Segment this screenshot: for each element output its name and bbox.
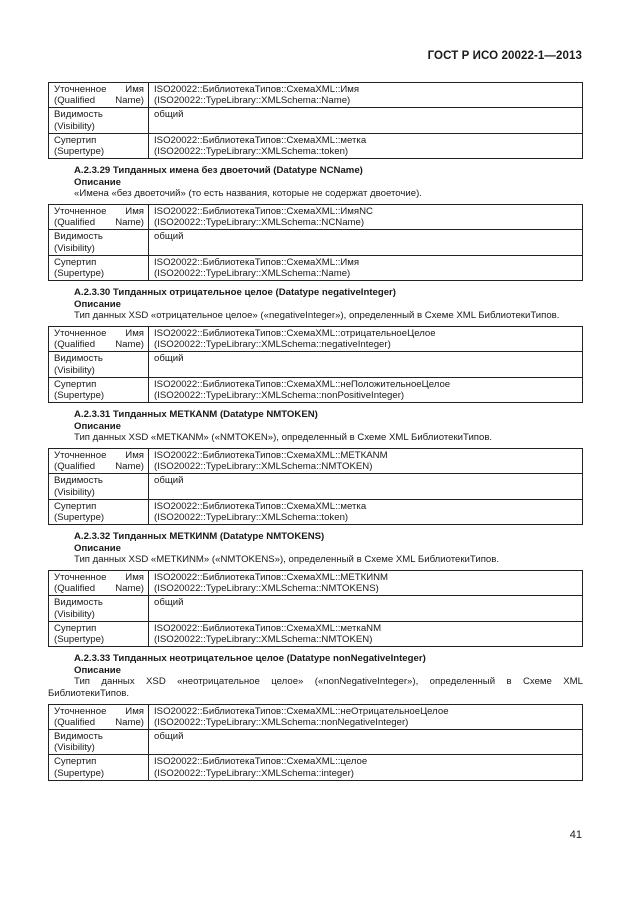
table-row [49,327,583,352]
row-value-line: (ISO20022::TypeLibrary::XMLSchema::token) [154,512,349,524]
row-value-line: общий [154,353,184,365]
row-label-line: Уточненное Имя [54,450,144,461]
row-value-cell [149,255,583,280]
table-row [49,108,583,133]
table-row [49,755,583,780]
table-row [49,230,583,255]
table-row [49,449,583,474]
row-label-line: (Qualified Name) [54,217,144,229]
row-label-cell [49,133,149,158]
row-label-line: (Qualified Name) [54,95,144,107]
row-label-cell [49,108,149,133]
row-label-line: Уточненное Имя [54,328,144,339]
attribute-table [48,326,583,403]
row-label-line: (Supertype) [54,146,105,158]
row-label-line: Видимость [54,597,103,609]
attribute-table-body [49,327,583,403]
row-label-cell [49,352,149,377]
attribute-table-first [48,82,583,159]
row-value-line: (ISO20022::TypeLibrary::XMLSchema::NMTOKENS) [154,583,379,595]
document-body [48,82,583,781]
row-label-line: Видимость [54,353,103,365]
section-heading: A.2.3.30 Типданных отрицательное целое (Datatype negativeInteger) [74,287,396,299]
row-value-line: (ISO20022::TypeLibrary::XMLSchema::nonPositiveInteger) [154,390,405,402]
row-value-cell [149,596,583,621]
row-label-line: (Visibility) [54,486,95,498]
row-value-line: ISO20022::БиблиотекаТипов::СхемаXML::отрицательноеЦелое [154,328,436,339]
row-value-line: общий [154,109,184,121]
row-value-cell [149,474,583,499]
row-value-line: ISO20022::БиблиотекаТипов::СхемаXML::неПоложительноеЦелое [154,378,451,390]
row-value-cell [149,499,583,524]
row-label-cell [49,83,149,108]
row-value-line: (ISO20022::TypeLibrary::XMLSchema::negativeInteger) [154,339,391,351]
table-row [49,596,583,621]
attribute-table [48,570,583,647]
row-label-line: Уточненное Имя [54,705,144,717]
row-value-line: общий [154,731,184,742]
row-value-line: общий [154,231,184,243]
row-label-cell [49,474,149,499]
section-subheading: Описание [74,664,121,676]
row-label-line: (Supertype) [54,390,105,402]
section-subheading: Описание [74,298,121,310]
row-label-cell [49,621,149,646]
row-value-line: ISO20022::БиблиотекаТипов::СхемаXML::ИмяNC [154,206,373,217]
row-value-cell [149,230,583,255]
section-subheading: Описание [74,542,121,554]
row-label-cell [49,704,149,729]
row-value-line: ISO20022::БиблиотекаТипов::СхемаXML::МЕТКИNM [154,572,389,583]
row-label-cell [49,571,149,596]
attribute-table [48,204,583,281]
table-row [49,571,583,596]
section-heading: A.2.3.33 Типданных неотрицательное целое (Datatype nonNegativeInteger) [74,653,426,665]
table-row [49,730,583,755]
row-label-line: Супертип [54,756,97,768]
row-label-cell [49,499,149,524]
page-number: 41 [569,829,582,841]
row-label-line: (Visibility) [54,742,95,754]
section-description: «Имена «без двоеточий» (то есть названия, которые не содержат двоеточие). [74,188,422,200]
datatype-section [48,165,583,281]
row-value-cell [149,730,583,755]
row-value-line: (ISO20022::TypeLibrary::XMLSchema::integer) [154,767,354,779]
datatype-section [48,531,583,647]
row-value-line: ISO20022::БиблиотекаТипов::СхемаXML::Имя [154,84,360,95]
row-value-line: ISO20022::БиблиотекаТипов::СхемаXML::неОтрицательноеЦелое [154,705,449,717]
table-row [49,704,583,729]
page-header-standard: ГОСТ Р ИСО 20022-1—2013 [427,50,582,62]
row-value-cell [149,571,583,596]
section-description: Тип данных XSD «МЕТКИNM» («NMTOKENS»), определенный в Схеме XML БиблиотекиТипов. [74,554,499,566]
row-value-line: (ISO20022::TypeLibrary::XMLSchema::Name) [154,268,351,280]
row-label-line: Супертип [54,134,97,146]
section-subheading: Описание [74,420,121,432]
row-value-line: ISO20022::БиблиотекаТипов::СхемаXML::метка [154,134,367,146]
row-value-line: ISO20022::БиблиотекаТипов::СхемаXML::меткаNM [154,622,382,634]
row-label-cell [49,205,149,230]
row-value-cell [149,704,583,729]
section-heading: A.2.3.31 Типданных МЕТКАNM (Datatype NMTOKEN) [74,409,318,421]
row-label-line: (Qualified Name) [54,461,144,473]
row-label-cell [49,230,149,255]
sections-container [48,165,583,781]
row-label-line: (Visibility) [54,242,95,254]
datatype-section [48,653,583,781]
row-label-line: Уточненное Имя [54,572,144,583]
table-row [49,352,583,377]
row-value-line: (ISO20022::TypeLibrary::XMLSchema::NCName) [154,217,365,229]
table-row [49,83,583,108]
attribute-table-body [49,449,583,525]
row-label-line: (Visibility) [54,120,95,132]
row-label-line: Видимость [54,475,103,487]
row-label-line: (Supertype) [54,268,105,280]
row-label-line: Уточненное Имя [54,206,144,217]
row-label-line: (Qualified Name) [54,339,144,351]
row-label-line: (Supertype) [54,512,105,524]
row-value-cell [149,205,583,230]
attribute-table-body [49,571,583,647]
row-value-line: (ISO20022::TypeLibrary::XMLSchema::Name) [154,95,351,107]
row-value-line: общий [154,597,184,609]
row-label-line: Супертип [54,500,97,512]
row-label-line: Супертип [54,378,97,390]
row-label-line: (Qualified Name) [54,583,144,595]
datatype-section [48,287,583,403]
row-label-cell [49,255,149,280]
table-row [49,133,583,158]
row-value-line: общий [154,475,184,487]
section-description: Тип данных XSD «отрицательное целое» («negativeInteger»), определенный в Схеме XML БиблиотекиТипов. [74,310,560,322]
row-value-cell [149,449,583,474]
datatype-section [48,409,583,525]
row-label-cell [49,730,149,755]
table-row [49,499,583,524]
row-label-line: Уточненное Имя [54,84,144,95]
section-heading: A.2.3.32 Типданных МЕТКИNM (Datatype NMTOKENS) [74,531,325,543]
row-label-line: (Supertype) [54,634,105,646]
row-label-line: Супертип [54,256,97,268]
row-value-cell [149,133,583,158]
row-label-cell [49,377,149,402]
row-value-cell [149,83,583,108]
row-label-line: Видимость [54,109,103,121]
row-label-cell [49,596,149,621]
row-label-line: (Visibility) [54,608,95,620]
row-value-cell [149,621,583,646]
section-subheading: Описание [74,176,121,188]
table-row [49,205,583,230]
row-label-line: Супертип [54,622,97,634]
section-description: Тип данных XSD «МЕТКАNM» («NMTOKEN»), определенный в Схеме XML БиблиотекиТипов. [74,432,493,444]
table-row [49,377,583,402]
row-value-cell [149,327,583,352]
row-value-line: ISO20022::БиблиотекаТипов::СхемаXML::Имя [154,256,360,268]
row-label-line: (Supertype) [54,767,105,779]
row-value-cell [149,108,583,133]
attribute-table-body [49,205,583,281]
row-value-line: (ISO20022::TypeLibrary::XMLSchema::token) [154,146,349,158]
table-row [49,474,583,499]
attribute-table-first-body [49,83,583,159]
row-value-cell [149,352,583,377]
row-value-line: (ISO20022::TypeLibrary::XMLSchema::NMTOKEN) [154,634,373,646]
row-value-cell [149,755,583,780]
row-value-line: (ISO20022::TypeLibrary::XMLSchema::NMTOKEN) [154,461,373,473]
row-label-cell [49,449,149,474]
row-label-cell [49,327,149,352]
attribute-table [48,448,583,525]
attribute-table-body [49,704,583,780]
section-description: Тип данных XSD «неотрицательное целое» («nonNegativeInteger»), определенный в Схеме XML БиблиотекиТипов. [48,676,583,699]
row-value-line: ISO20022::БиблиотекаТипов::СхемаXML::целое [154,756,368,768]
table-row [49,255,583,280]
row-label-line: (Qualified Name) [54,716,144,728]
section-heading: A.2.3.29 Типданных имена без двоеточий (Datatype NCName) [74,165,363,177]
table-row [49,621,583,646]
attribute-table [48,704,583,781]
row-value-line: ISO20022::БиблиотекаТипов::СхемаXML::МЕТКАNM [154,450,388,461]
row-label-line: (Visibility) [54,364,95,376]
row-value-line: (ISO20022::TypeLibrary::XMLSchema::nonNegativeInteger) [154,716,409,728]
row-label-cell [49,755,149,780]
row-value-line: ISO20022::БиблиотекаТипов::СхемаXML::метка [154,500,367,512]
row-label-line: Видимость [54,231,103,243]
row-label-line: Видимость [54,731,103,742]
row-value-cell [149,377,583,402]
